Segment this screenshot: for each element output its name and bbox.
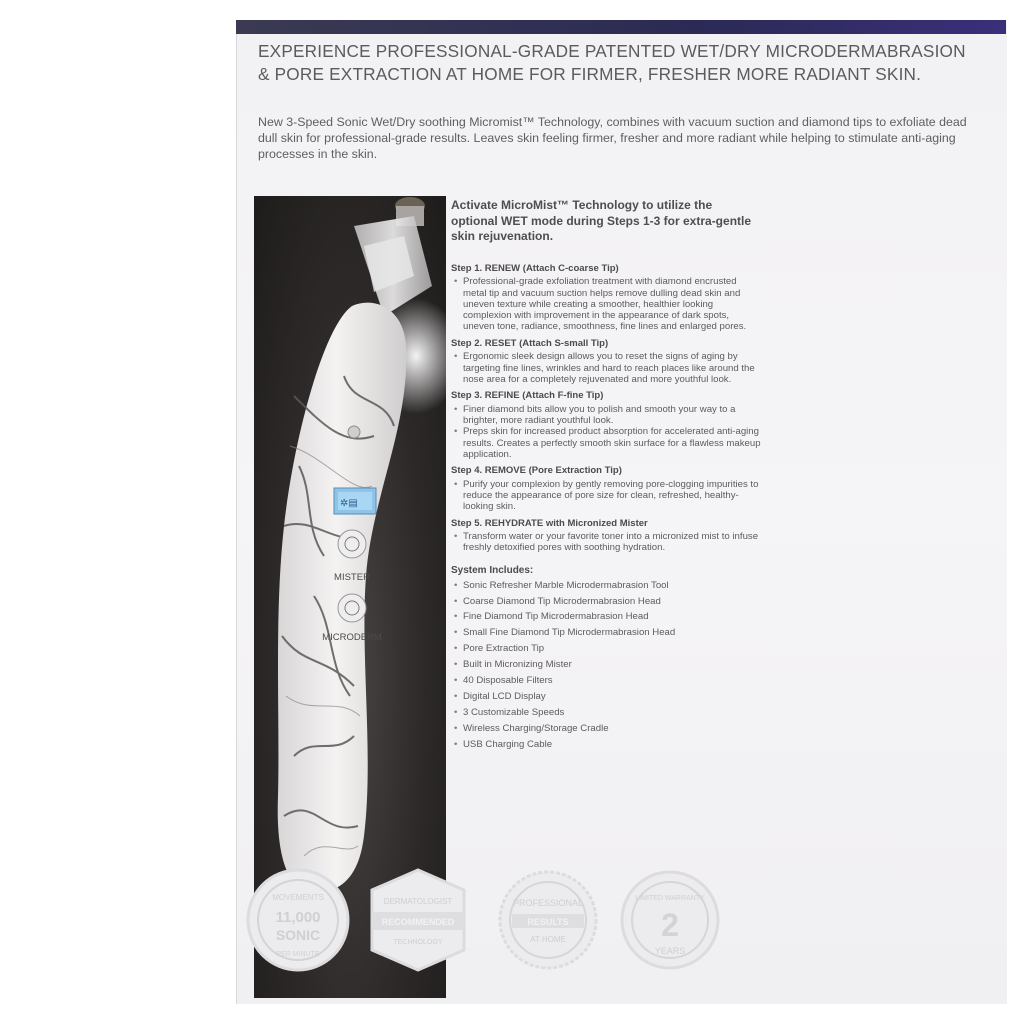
step-3: [451, 390, 761, 460]
svg-text:AT HOME: AT HOME: [530, 935, 566, 944]
svg-text:LIMITED WARRANTY: LIMITED WARRANTY: [635, 895, 705, 902]
step-5: [451, 518, 761, 554]
svg-text:MOVEMENTS: MOVEMENTS: [272, 893, 324, 902]
list-item: • Sonic Refresher Marble Microdermabrasion Tool: [451, 578, 761, 594]
list-item: • Built in Micronizing Mister: [451, 657, 761, 673]
movements-badge: [244, 866, 352, 974]
svg-text:RESULTS: RESULTS: [527, 917, 569, 927]
microderm-label: MICRODERM: [322, 632, 382, 643]
list-item: • Digital LCD Display: [451, 689, 761, 705]
step-2: [451, 338, 761, 385]
list-item: • Wireless Charging/Storage Cradle: [451, 721, 761, 737]
step-bullet: • Purify your complexion by gently removing pore-clogging impurities to reduce the appearance of pore size for clean, refreshed, healthy-looking skin.: [451, 479, 761, 513]
system-includes-title: System Includes:: [451, 564, 534, 576]
list-item: • Small Fine Diamond Tip Microdermabrasion Head: [451, 625, 761, 641]
instructions-column: [451, 196, 761, 753]
step-bullet: • Professional-grade exfoliation treatment with diamond encrusted metal tip and vacuum suction helps remove dulling dead skin and uneven texture while creating a smoother, healthier looking complexion with improvement in the appearance of dark spots, uneven tone, radiance, smoothness, fine lines and enlarged pores.: [451, 276, 761, 332]
step-4: [451, 465, 761, 512]
step-bullet: • Finer diamond bits allow you to polish and smooth your way to a brighter, more radiant youthful look.: [451, 404, 761, 427]
svg-text:RECOMMENDED: RECOMMENDED: [381, 917, 455, 927]
mister-label: MISTER: [334, 572, 370, 583]
professional-badge: [494, 866, 602, 974]
lcd-fan-icon: ✲▤: [340, 498, 358, 509]
svg-text:DERMATOLOGIST: DERMATOLOGIST: [383, 897, 453, 906]
activate-note: Activate MicroMist™ Technology to utilize the optional WET mode during Steps 1-3 for extra-gentle skin rejuvenation.: [451, 198, 752, 244]
list-item: • Coarse Diamond Tip Microdermabrasion Head: [451, 594, 761, 610]
list-item: • Pore Extraction Tip: [451, 641, 761, 657]
step-title: Step 3. REFINE (Attach F-fine Tip): [451, 390, 604, 402]
list-item: • Fine Diamond Tip Microdermabrasion Head: [451, 609, 761, 625]
step-bullet: • Transform water or your favorite toner into a micronized mist to infuse freshly detoxified pores with soothing hydration.: [451, 531, 761, 554]
side-button: [348, 426, 360, 438]
svg-text:2: 2: [661, 907, 679, 943]
step-1: [451, 263, 761, 333]
microderm-button: [338, 594, 366, 622]
intro-paragraph: New 3-Speed Sonic Wet/Dry soothing Micromist™ Technology, combines with vacuum suction and diamond tips to exfoliate dead dull skin for professional-grade results. Leaves skin feeling firmer, fresher and more radiant while helping to stimulate anti-aging processes in the skin.: [258, 115, 967, 161]
step-bullet: • Preps skin for increased product absorption for accelerated anti-aging results. Creates a perfectly smooth skin surface for a flawless makeup application.: [451, 426, 761, 460]
step-title: Step 2. RESET (Attach S-small Tip): [451, 337, 609, 349]
svg-text:PER MINUTE: PER MINUTE: [276, 951, 320, 958]
box-top-band: [236, 20, 1006, 34]
svg-text:YEARS: YEARS: [654, 946, 686, 956]
step-title: Step 4. REMOVE (Pore Extraction Tip): [451, 465, 622, 477]
device-body: [278, 303, 407, 892]
step-title: Step 1. RENEW (Attach C-coarse Tip): [451, 262, 619, 274]
svg-text:PROFESSIONAL: PROFESSIONAL: [512, 898, 584, 908]
warranty-badge: [616, 866, 724, 974]
svg-text:11,000: 11,000: [275, 909, 321, 926]
list-item: • USB Charging Cable: [451, 737, 761, 753]
badges-row: [244, 866, 1004, 986]
svg-text:TECHNOLOGY: TECHNOLOGY: [393, 939, 443, 946]
headline: EXPERIENCE PROFESSIONAL-GRADE PATENTED WET/DRY MICRODERMABRASION & PORE EXTRACTION AT HOME FOR FIRMER, FRESHER MORE RADIANT SKIN.: [258, 41, 966, 84]
mister-button: [338, 530, 366, 558]
system-includes-list: [451, 578, 761, 753]
dermatologist-badge: [364, 866, 472, 974]
step-bullet: • Ergonomic sleek design allows you to reset the signs of aging by targeting fine lines, wrinkles and hard to reach places like around the nose area for a completely rejuvenated and more youthful look.: [451, 351, 761, 385]
list-item: • 40 Disposable Filters: [451, 673, 761, 689]
list-item: • 3 Customizable Speeds: [451, 705, 761, 721]
svg-text:SONIC: SONIC: [275, 927, 321, 943]
step-title: Step 5. REHYDRATE with Micronized Mister: [451, 517, 648, 529]
